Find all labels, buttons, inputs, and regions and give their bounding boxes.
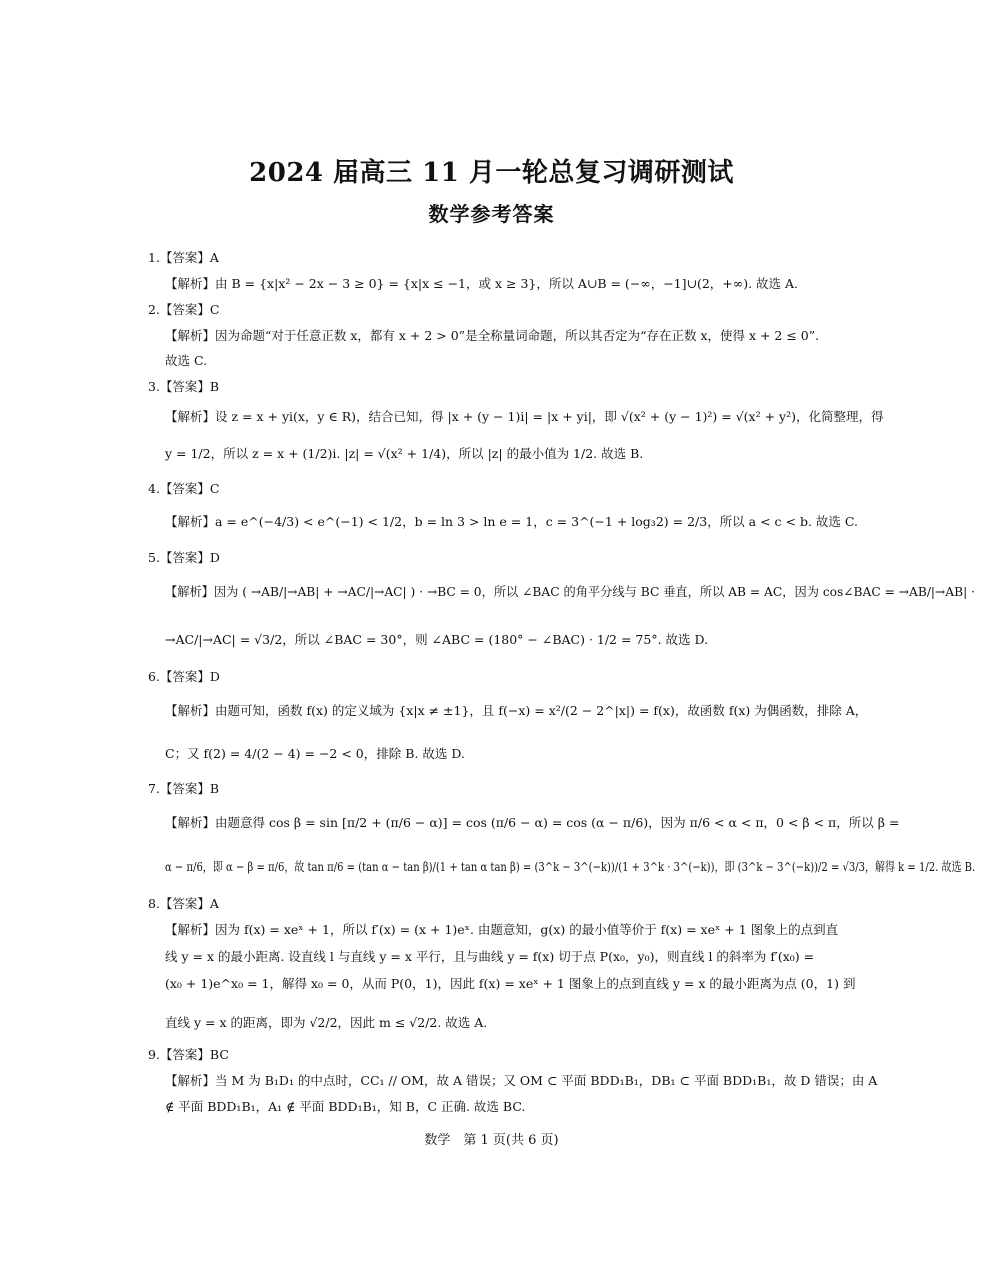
- explanation-6-line-2: C；又 f(2) = 4/(2 − 4) = −2 < 0，排除 B. 故选 D.: [165, 746, 465, 761]
- explanation-8-line-1: 【解析】因为 f(x) = xeˣ + 1，所以 f′(x) = (x + 1)eˣ. 由题意知，g(x) 的最小值等价于 f(x) = xeˣ + 1 图象上的点到直: [165, 922, 839, 937]
- answer-1: 1.【答案】A: [148, 250, 219, 265]
- page-subtitle: 数学参考答案: [428, 202, 555, 226]
- explanation-3-line-1: 【解析】设 z = x + yi(x，y ∈ R)，结合已知，得 |x + (y − 1)i| = |x + yi|，即 √(x² + (y − 1)²) = √(x² + y²)，化简整理，得: [165, 409, 884, 424]
- page-footer: 数学 第 1 页(共 6 页): [424, 1133, 559, 1148]
- explanation-1-line-1: 【解析】由 B = {x|x² − 2x − 3 ≥ 0} = {x|x ≤ −1，或 x ≥ 3}，所以 A∪B = (−∞，−1]∪(2，+∞). 故选 A.: [165, 276, 798, 291]
- explanation-2-line-2: 故选 C.: [165, 353, 208, 368]
- explanation-7-line-1: 【解析】由题意得 cos β = sin [π/2 + (π/6 − α)] = cos (π/6 − α) = cos (α − π/6)，因为 π/6 < α < π，0 < β < π，所以 β =: [165, 815, 900, 830]
- answer-8: 8.【答案】A: [148, 896, 219, 911]
- explanation-3-line-2: y = 1/2，所以 z = x + (1/2)i. |z| = √(x² + 1/4)，所以 |z| 的最小值为 1/2. 故选 B.: [165, 446, 644, 461]
- explanation-5-line-1: 【解析】因为 ( →AB/|→AB| + →AC/|→AC| ) · →BC = 0，所以 ∠BAC 的角平分线与 BC 垂直，所以 AB = AC，因为 cos∠BAC = →AB/|→AB| ·: [165, 584, 976, 599]
- explanation-8-line-2: 线 y = x 的最小距离. 设直线 l 与直线 y = x 平行，且与曲线 y = f(x) 切于点 P(x₀，y₀)，则直线 l 的斜率为 f′(x₀) =: [165, 949, 815, 964]
- explanation-9-line-1: 【解析】当 M 为 B₁D₁ 的中点时，CC₁ // OM，故 A 错误；又 OM ⊂ 平面 BDD₁B₁，DB₁ ⊂ 平面 BDD₁B₁，故 D 错误；由 A: [165, 1073, 878, 1088]
- answer-3: 3.【答案】B: [148, 379, 220, 394]
- explanation-9-line-2: ∉ 平面 BDD₁B₁，A₁ ∉ 平面 BDD₁B₁，知 B，C 正确. 故选 BC.: [165, 1099, 526, 1114]
- explanation-2-line-1: 【解析】因为命题“对于任意正数 x，都有 x + 2 > 0”是全称量词命题，所以其否定为“存在正数 x，使得 x + 2 ≤ 0”.: [165, 328, 820, 343]
- explanation-6-line-1: 【解析】由题可知，函数 f(x) 的定义域为 {x|x ≠ ±1}，且 f(−x) = x²/(2 − 2^|x|) = f(x)，故函数 f(x) 为偶函数，排除 A，: [165, 703, 868, 718]
- explanation-7-line-2: α − π/6，即 α − β = π/6，故 tan π/6 = (tan α − tan β)/(1 + tan α tan β) = (3^k − 3^(−k))/(1 + 3^k · 3^(−k))，即 (3^k − 3^(−k))/2 = √3/3，解得 k = 1/2. 故选 B.: [165, 859, 976, 874]
- explanation-8-line-4: 直线 y = x 的距离，即为 √2/2，因此 m ≤ √2/2. 故选 A.: [165, 1015, 488, 1030]
- explanation-5-line-2: →AC/|→AC| = √3/2，所以 ∠BAC = 30°，则 ∠ABC = (180° − ∠BAC) · 1/2 = 75°. 故选 D.: [165, 632, 709, 647]
- answer-5: 5.【答案】D: [148, 550, 220, 565]
- answer-7: 7.【答案】B: [148, 781, 220, 796]
- answer-6: 6.【答案】D: [148, 669, 220, 684]
- answer-2: 2.【答案】C: [148, 302, 220, 317]
- explanation-8-line-3: (x₀ + 1)e^x₀ = 1，解得 x₀ = 0，从而 P(0，1)，因此 f(x) = xeˣ + 1 图象上的点到直线 y = x 的最小距离为点 (0，1) 到: [165, 976, 856, 991]
- page-title: 2024 届高三 11 月一轮总复习调研测试: [249, 158, 734, 188]
- answer-4: 4.【答案】C: [148, 481, 220, 496]
- explanation-4-line-1: 【解析】a = e^(−4/3) < e^(−1) < 1/2，b = ln 3 > ln e = 1，c = 3^(−1 + log₃2) = 2/3，所以 a < c < b. 故选 C.: [165, 514, 858, 529]
- answer-9: 9.【答案】BC: [148, 1047, 229, 1062]
